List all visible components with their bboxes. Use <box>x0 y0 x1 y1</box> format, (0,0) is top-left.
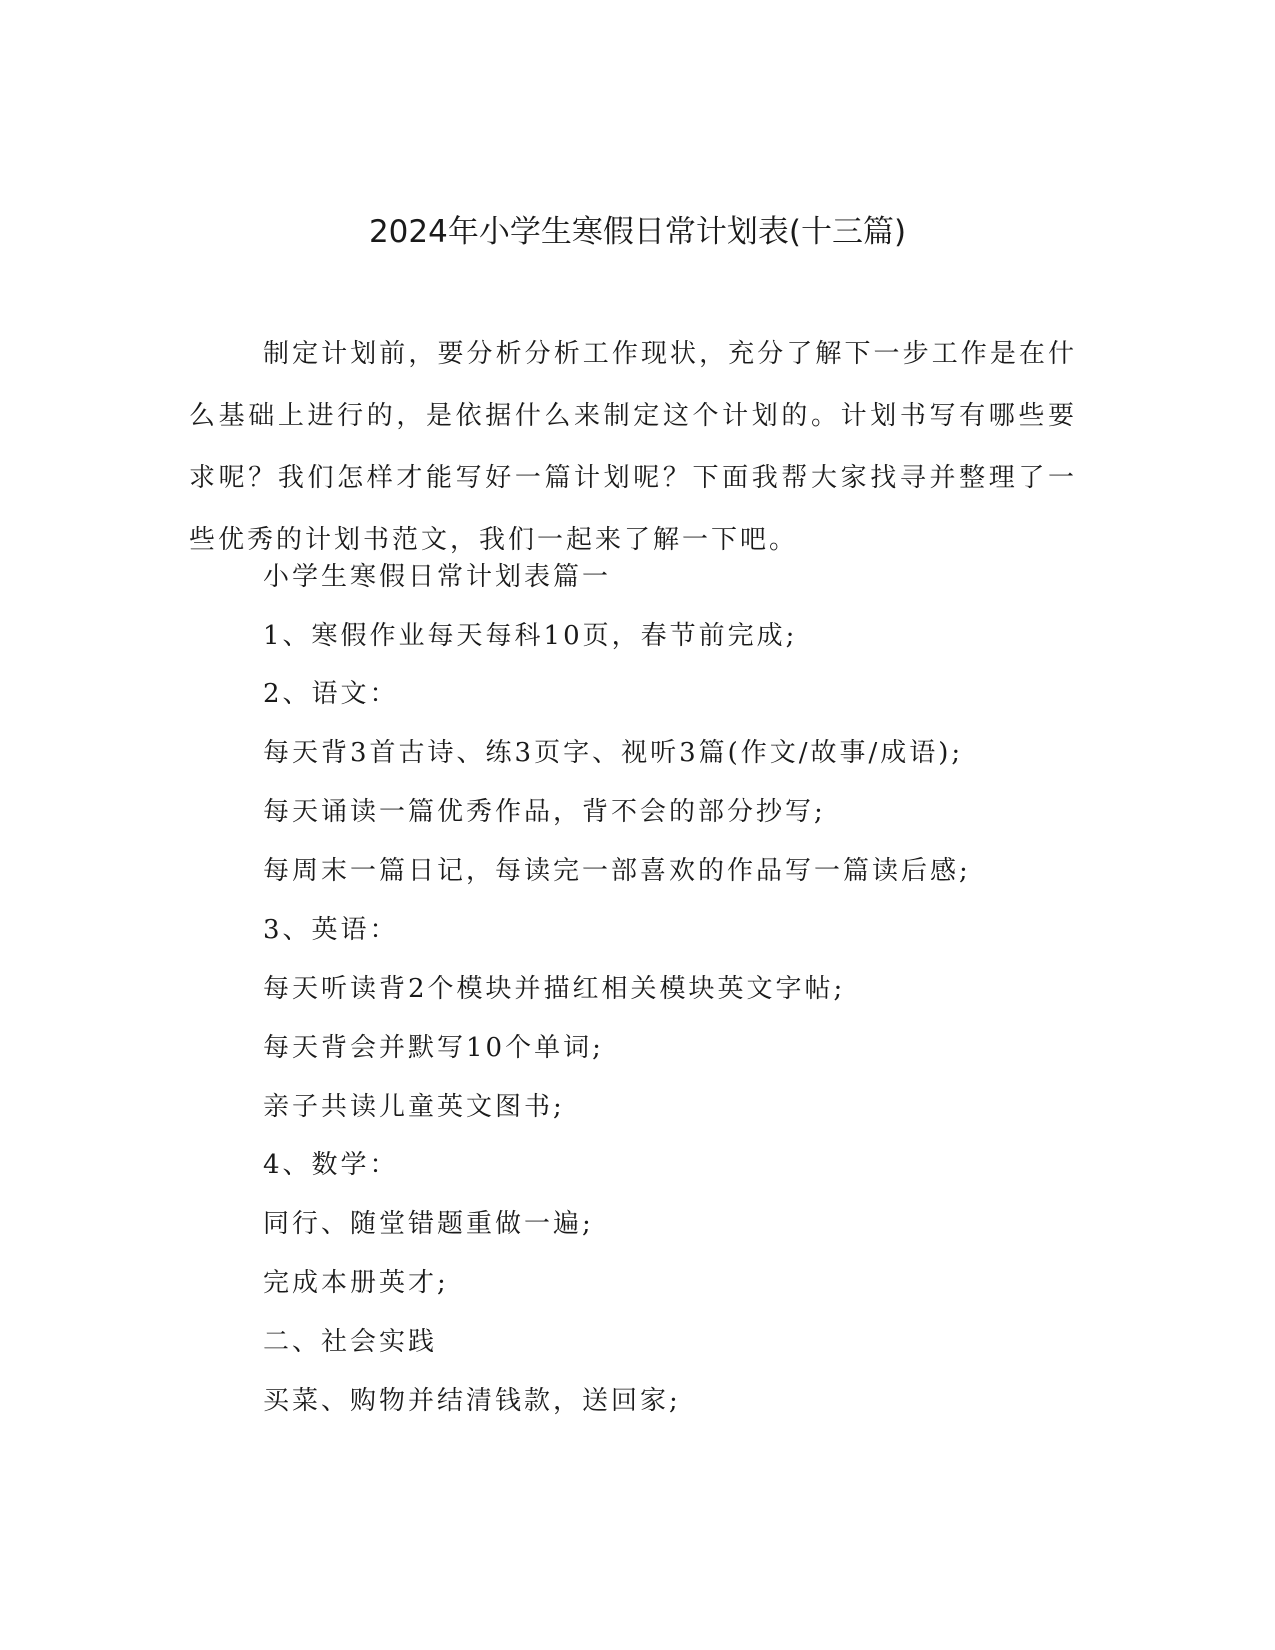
list-item: 1、寒假作业每天每科10页，春节前完成; <box>263 621 798 651</box>
list-item: 每天背3首古诗、练3页字、视听3篇(作文/故事/成语); <box>263 738 964 768</box>
list-item: 每天背会并默写10个单词; <box>263 1033 604 1063</box>
subject-heading-english: 3、英语： <box>263 915 399 945</box>
subject-heading-chinese: 2、语文： <box>263 679 399 709</box>
list-item: 每天诵读一篇优秀作品，背不会的部分抄写; <box>263 797 826 827</box>
list-item: 亲子共读儿童英文图书; <box>263 1092 565 1122</box>
document-title: 2024年小学生寒假日常计划表(十三篇) <box>368 214 907 250</box>
section-heading-part-one: 小学生寒假日常计划表篇一 <box>263 562 612 592</box>
list-item: 每天听读背2个模块并描红相关模块英文字帖; <box>263 974 846 1004</box>
list-item: 每周末一篇日记，每读完一部喜欢的作品写一篇读后感; <box>263 856 971 886</box>
list-item: 买菜、购物并结清钱款，送回家; <box>263 1386 681 1416</box>
list-item: 完成本册英才; <box>263 1268 449 1298</box>
intro-paragraph: 制定计划前，要分析分析工作现状，充分了解下一步工作是在什么基础上进行的，是依据什么来制定这个计划的。计划书写有哪些要求呢？我们怎样才能写好一篇计划呢？下面我帮大家找寻并整理了一些优秀的计划书范文，我们一起来了解一下吧。 <box>189 339 1077 555</box>
list-item: 同行、随堂错题重做一遍; <box>263 1209 594 1239</box>
subject-heading-math: 4、数学： <box>263 1150 399 1180</box>
section-heading-social-practice: 二、社会实践 <box>263 1327 438 1357</box>
